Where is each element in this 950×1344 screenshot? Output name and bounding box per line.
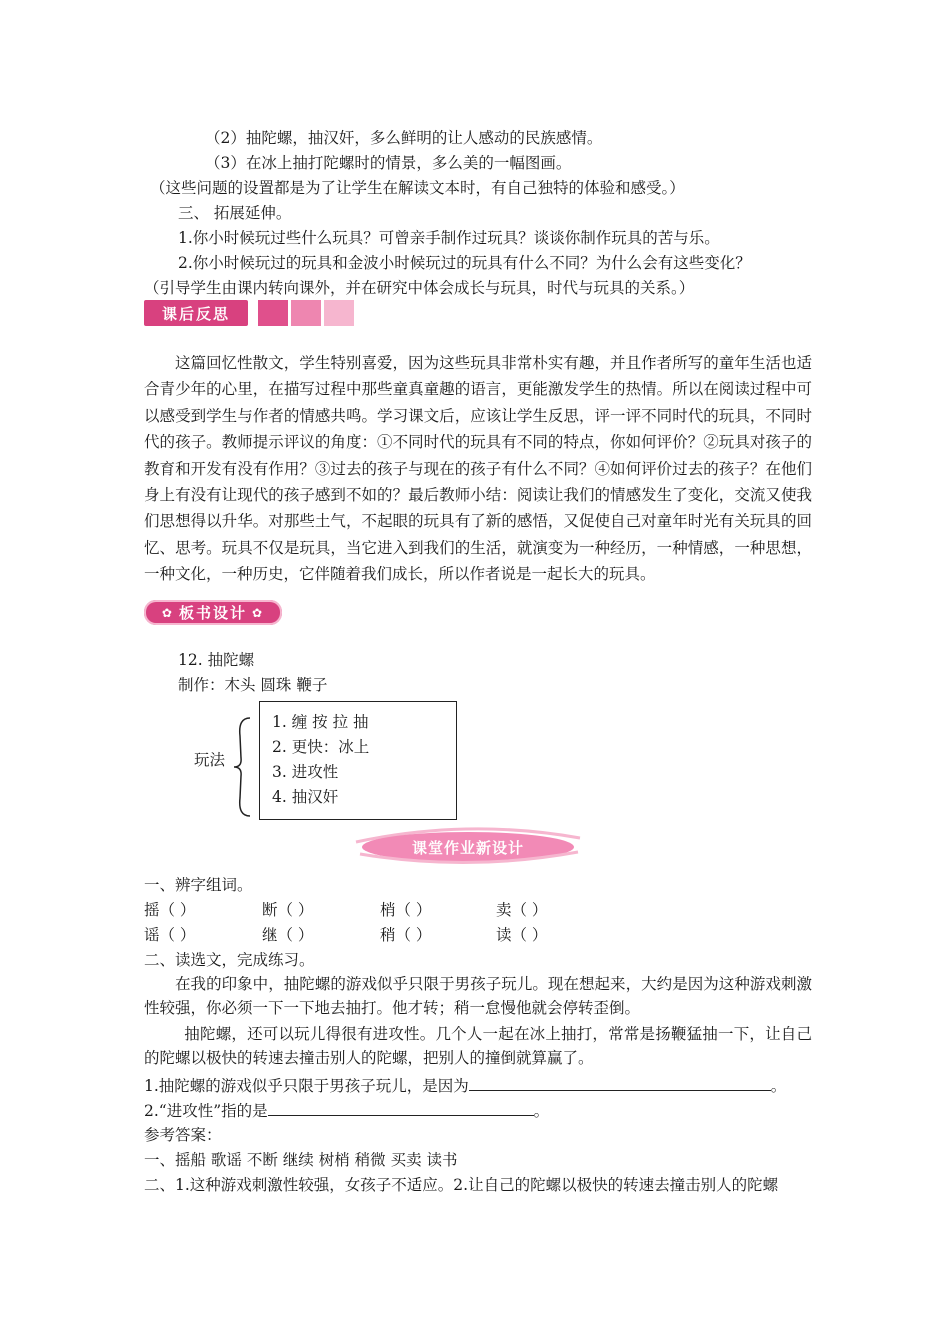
decor-square-3 bbox=[324, 300, 354, 326]
play-item-4: 4. 抽汉奸 bbox=[272, 788, 339, 806]
exercise-question-2 bbox=[144, 1100, 549, 1121]
play-item-2: 2. 更快：冰上 bbox=[272, 738, 370, 756]
answers-title: 参考答案： bbox=[144, 1126, 222, 1144]
play-label: 玩法 bbox=[194, 751, 226, 769]
left-brace-icon bbox=[232, 716, 252, 818]
question-2: 2.你小时候玩过的玩具和金波小时候玩过的玩具有什么不同？为什么会有这些变化？ bbox=[178, 254, 751, 272]
section-3-heading: 三、 拓展延伸。 bbox=[178, 204, 292, 222]
star-icon: ✿ bbox=[252, 605, 265, 620]
board-design-label: 板书设计 bbox=[178, 604, 247, 622]
item-3: （3）在冰上抽打陀螺时的情景，多么美的一幅图画。 bbox=[205, 154, 572, 172]
word-blank: 继（ ） bbox=[262, 926, 314, 944]
note-text: （这些问题的设置都是为了让学生在解读文本时，有自己独特的体验和感受。） bbox=[150, 179, 685, 197]
answer-2: 二、1.这种游戏刺激性较强，女孩子不适应。2.让自己的陀螺以极快的转速去撞击别人的陀螺 bbox=[144, 1176, 779, 1194]
question-1: 1.你小时候玩过些什么玩具？可曾亲手制作过玩具？谈谈你制作玩具的苦与乐。 bbox=[178, 229, 720, 247]
word-blank: 稍（ ） bbox=[380, 926, 432, 944]
period: 。 bbox=[533, 1102, 550, 1120]
play-item-1: 1. 缠 按 拉 抽 bbox=[272, 713, 369, 731]
decor-square-2 bbox=[291, 300, 321, 326]
part-2-heading: 二、读选文，完成练习。 bbox=[144, 951, 315, 969]
reflection-text: 这篇回忆性散文，学生特别喜爱，因为这些玩具非常朴实有趣，并且作者所写的童年生活也适合青少年的心里，在描写过程中那些童真童趣的语言，更能激发学生的热情。所以在阅读过程中可以感受到学生与作者的情感共鸣。学习课文后，应该让学生反思，评一评不同时代的玩具，不同时代的孩子。教师提示评议的角度：①不同时代的玩具有不同的特点，你如何评价？②玩具对孩子的教育和开发有没有作用？③过去的孩子与现在的孩子有什么不同？④如何评价过去的孩子？在他们身上有没有让现代的孩子感到不如的？最后教师小结：阅读让我们的情感发生了变化，交流又使我们思想得以升华。对那些土气，不起眼的玩具有了新的感悟，又促使自己对童年时光有关玩具的回忆、思考。玩具不仅是玩具，当它进入到我们的生活，就演变为一种经历，一种情感，一种思想，一种文化，一种历史，它伴随着我们成长，所以作者说是一起长大的玩具。 bbox=[144, 354, 812, 584]
word-blank: 断（ ） bbox=[262, 901, 314, 919]
exercise-question-1-text: 1.抽陀螺的游戏似乎只限于男孩子玩儿，是因为 bbox=[144, 1077, 469, 1095]
word-blank: 读（ ） bbox=[496, 926, 548, 944]
answer-1: 一、摇船 歌谣 不断 继续 树梢 稍微 买卖 读书 bbox=[144, 1151, 458, 1169]
homework-title: 课堂作业新设计 bbox=[411, 838, 524, 857]
guide-text: （引导学生由课内转向课外，并在研究中体会成长与玩具，时代与玩具的关系。） bbox=[144, 279, 695, 297]
answer-blank-2[interactable] bbox=[268, 1100, 534, 1116]
play-methods-box bbox=[259, 701, 457, 820]
board-make: 制作：木头 圆珠 鞭子 bbox=[178, 676, 328, 694]
exercise-question-2-text: 2.“进攻性”指的是 bbox=[144, 1102, 268, 1120]
reflection-badge: 课后反思 bbox=[144, 300, 248, 326]
passage-1: 在我的印象中，抽陀螺的游戏似乎只限于男孩子玩儿。现在想起来，大约是因为这种游戏刺激性较强，你必须一下一下地去抽打。他才转；稍一怠慢他就会停转歪倒。 bbox=[144, 975, 812, 1017]
star-icon: ✿ bbox=[161, 605, 174, 620]
word-blank: 梢（ ） bbox=[380, 901, 432, 919]
board-title: 12. 抽陀螺 bbox=[178, 651, 255, 669]
period: 。 bbox=[770, 1077, 787, 1095]
word-blank: 摇（ ） bbox=[144, 901, 196, 919]
word-blank: 卖（ ） bbox=[496, 901, 548, 919]
passage-2: 抽陀螺，还可以玩儿得很有进攻性。几个人一起在冰上抽打，常常是扬鞭猛抽一下，让自己的陀螺以极快的转速去撞击别人的陀螺，把别人的撞倒就算赢了。 bbox=[144, 1025, 812, 1067]
play-item-3: 3. 进攻性 bbox=[272, 763, 339, 781]
exercise-question-1 bbox=[144, 1075, 786, 1096]
decor-square-1 bbox=[258, 300, 288, 326]
part-1-heading: 一、辨字组词。 bbox=[144, 876, 253, 894]
item-2: （2）抽陀螺，抽汉奸，多么鲜明的让人感动的民族感情。 bbox=[205, 129, 603, 147]
homework-banner bbox=[352, 822, 584, 868]
board-design-badge bbox=[144, 600, 282, 625]
answer-blank-1[interactable] bbox=[469, 1075, 771, 1091]
word-blank: 谣（ ） bbox=[144, 926, 196, 944]
